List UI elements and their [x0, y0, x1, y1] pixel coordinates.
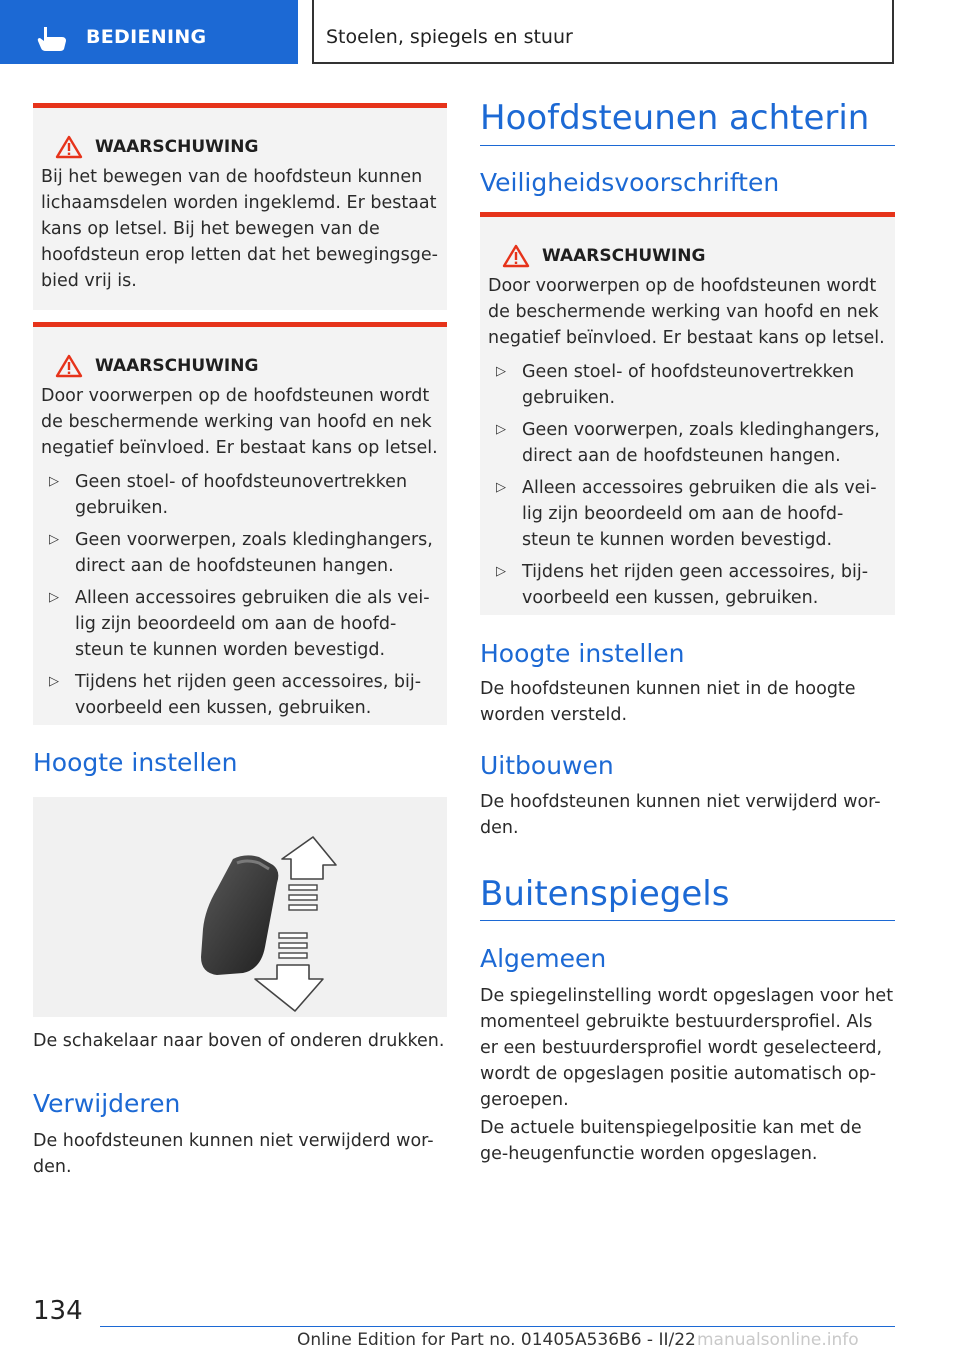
height-text: De hoofdsteunen kunnen niet in de hoogte worden versteld.: [480, 679, 856, 725]
triangle-bullet-icon: ▷: [496, 564, 506, 579]
footer-rule: [100, 1326, 895, 1327]
switch-up-down-arrows-icon: [33, 797, 447, 1017]
watermark: manualsonline.info: [697, 1330, 859, 1350]
warning-text: Bij het bewegen van de hoofdsteun kunnen lichaamsdelen worden ingeklemd. Er bestaat kans op letsel. Bij het bewegen van de hoofdsteun erop letten dat het bewegingsge-bied vrij is.: [41, 167, 438, 291]
page-number: 134: [33, 1296, 83, 1326]
section-heading-height: Hoogte instellen: [33, 748, 238, 777]
edition-note: Online Edition for Part no. 01405A536B6 - II/22: [297, 1330, 696, 1350]
section-heading-safety: Veiligheidsvoorschriften: [480, 168, 780, 197]
page-title: Hoofdsteunen achterin: [480, 98, 870, 138]
section-heading-height-rear: Hoogte instellen: [480, 639, 685, 668]
list-item: ▷ Tijdens het rijden geen accessoires, bij-voorbeeld een kussen, gebruiken.: [41, 669, 441, 721]
triangle-bullet-icon: ▷: [49, 474, 59, 489]
warning-list: [41, 469, 441, 721]
uitbouwen-text: De hoofdsteunen kunnen niet verwijderd wor-den.: [480, 792, 881, 838]
section-heading-uitbouwen: Uitbouwen: [480, 751, 614, 780]
triangle-bullet-icon: ▷: [496, 364, 506, 379]
list-item: ▷ Geen stoel- of hoofdsteunovertrekken gebruiken.: [41, 469, 441, 521]
section-tab: [0, 0, 298, 64]
warning-list: [488, 359, 889, 611]
section-heading-remove: Verwijderen: [33, 1089, 181, 1118]
pointing-hand-icon: [30, 23, 70, 53]
list-item: ▷ Geen voorwerpen, zoals kledinghangers, direct aan de hoofdsteunen hangen.: [488, 417, 889, 469]
warning-triangle-icon: [55, 354, 83, 378]
title-rule: [480, 145, 895, 146]
section-heading-general: Algemeen: [480, 944, 607, 973]
warning-title: WAARSCHUWING: [542, 246, 706, 266]
warning-box-objects: [33, 322, 447, 725]
warning-title: WAARSCHUWING: [95, 137, 259, 157]
headrest-switch-illustration: [33, 797, 447, 1017]
chapter-header: [312, 0, 894, 64]
warning-triangle-icon: [502, 244, 530, 268]
warning-title: WAARSCHUWING: [95, 356, 259, 376]
triangle-bullet-icon: ▷: [496, 480, 506, 495]
chapter-title: Stoelen, spiegels en stuur: [326, 26, 573, 48]
mirrors-title: Buitenspiegels: [480, 874, 730, 914]
warning-box-pinch: [33, 103, 447, 310]
list-item: ▷ Tijdens het rijden geen accessoires, bij-voorbeeld een kussen, gebruiken.: [488, 559, 889, 611]
triangle-bullet-icon: ▷: [496, 422, 506, 437]
illustration-caption: De schakelaar naar boven of onderen drukken.: [33, 1031, 445, 1051]
warning-text: Door voorwerpen op de hoofdsteunen wordt de beschermende werking van hoofd en nek negatief beïnvloed. Er bestaat kans op letsel.: [488, 276, 885, 348]
warning-triangle-icon: [55, 135, 83, 159]
list-item: ▷ Geen voorwerpen, zoals kledinghangers, direct aan de hoofdsteunen hangen.: [41, 527, 441, 579]
section-label: BEDIENING: [86, 26, 207, 48]
list-item: ▷ Alleen accessoires gebruiken die als vei-lig zijn beoordeeld om aan de hoofd-steun te kunnen worden bevestigd.: [488, 475, 889, 553]
remove-text: De hoofdsteunen kunnen niet verwijderd wor-den.: [33, 1131, 434, 1177]
general-paragraph-2: De actuele buitenspiegelpositie kan met de ge-heugenfunctie worden opgeslagen.: [480, 1118, 862, 1164]
warning-box-objects-rear: [480, 212, 895, 615]
mirrors-rule: [480, 920, 895, 921]
list-item: ▷ Alleen accessoires gebruiken die als vei-lig zijn beoordeeld om aan de hoofd-steun te kunnen worden bevestigd.: [41, 585, 441, 663]
general-paragraph-1: De spiegelinstelling wordt opgeslagen voor het momenteel gebruikte bestuurdersprofiel. Als er een bestuurdersprofiel wordt geselecteerd, wordt de opgeslagen positie automatisch op-geroepen.: [480, 986, 894, 1110]
triangle-bullet-icon: ▷: [49, 532, 59, 547]
list-item: ▷ Geen stoel- of hoofdsteunovertrekken gebruiken.: [488, 359, 889, 411]
warning-text: Door voorwerpen op de hoofdsteunen wordt de beschermende werking van hoofd en nek negatief beïnvloed. Er bestaat kans op letsel.: [41, 386, 438, 458]
triangle-bullet-icon: ▷: [49, 674, 59, 689]
triangle-bullet-icon: ▷: [49, 590, 59, 605]
